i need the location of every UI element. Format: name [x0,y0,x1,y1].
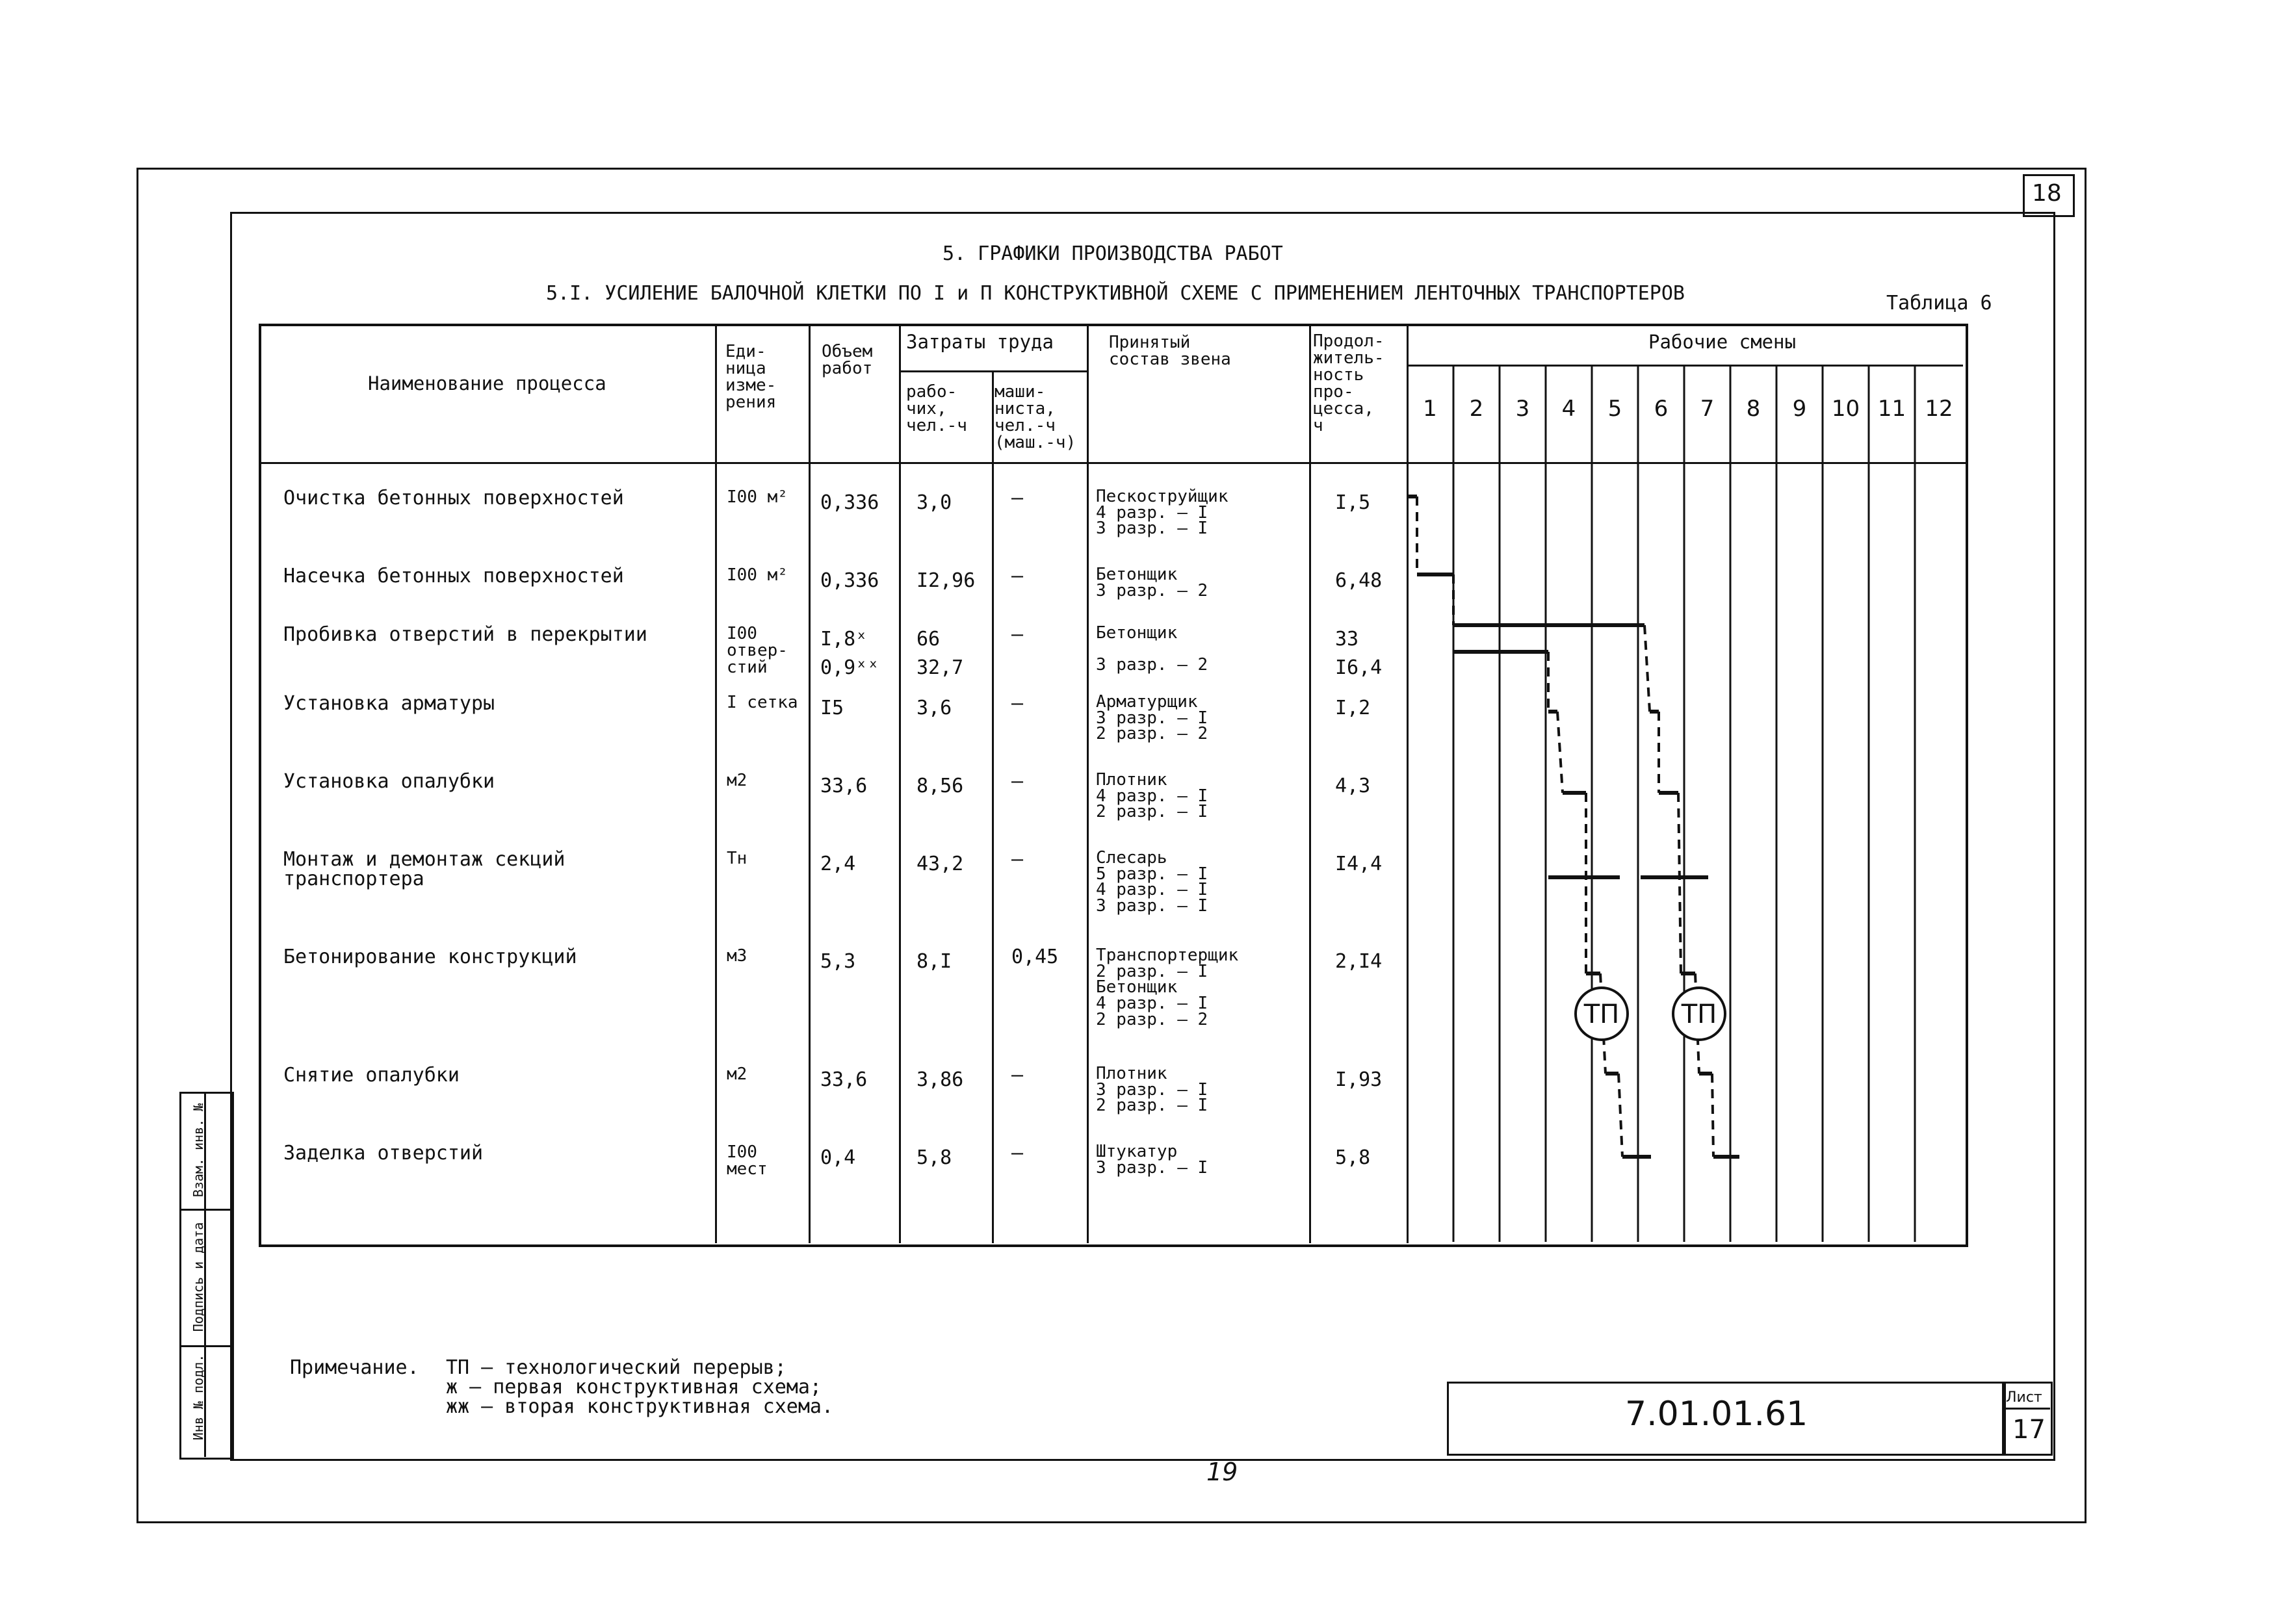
note-line-2: ж – первая конструктивная схема; [446,1376,822,1398]
day-number-12: 12 [1925,396,1953,422]
cell-labor-machinists: – [1011,692,1024,715]
cell-unit: I00 м² [727,565,788,585]
cell-duration: 2,I4 [1335,950,1383,973]
cell-labor-workers: 8,I [916,950,952,973]
cell-crew: Бетонщик 3 разр. – 2 [1096,565,1208,600]
page-number-top: 18 [2032,180,2062,207]
side-stamp-divider-2 [179,1345,231,1347]
cell-crew: Пескоструйщик 4 разр. – I 3 разр. – I [1096,487,1228,539]
cell-volume: 33,6 [820,1068,868,1091]
cell-unit: м3 [727,946,748,966]
cell-labor-workers: 8,56 [916,775,964,797]
header-labor: Затраты труда [906,331,1054,353]
day-number-4: 4 [1561,396,1576,422]
note-line-3: жж – вторая конструктивная схема. [446,1395,834,1418]
cell-labor-workers: I2,96 [916,569,976,592]
cell-duration: I,5 [1335,491,1371,514]
tp-label-1: ТП [1583,999,1620,1029]
cell-crew: Плотник 4 разр. – I 2 разр. – I [1096,770,1208,822]
day-number-6: 6 [1654,396,1669,422]
note-label: Примечание. [290,1356,419,1379]
cell-unit: I сетка [727,693,798,712]
side-stamp [179,1092,234,1460]
schedule-waiting-line [1712,1074,1713,1157]
cell-labor-machinists: – [1011,623,1024,646]
table-label: Таблица 6 [1886,292,1992,315]
cell-volume: I,8ˣ 0,9ˣˣ [820,628,879,679]
day-number-3: 3 [1515,396,1530,422]
cell-process-name: Монтаж и демонтаж секций транспортера [283,848,566,890]
header-machinists: маши- ниста, чел.-ч (маш.-ч) [994,382,1076,452]
cell-duration: I,93 [1335,1068,1383,1091]
cell-process-name: Заделка отверстий [283,1142,484,1165]
cell-labor-workers: 3,0 [916,491,952,514]
stamp-replaced-inv: Взам. инв. № [190,1103,206,1198]
cell-unit: I00 м² [727,487,788,507]
day-number-7: 7 [1700,396,1715,422]
cell-duration: 5,8 [1335,1146,1371,1169]
cell-labor-machinists: – [1011,848,1024,871]
cell-labor-workers: 66 32,7 [916,628,964,679]
cell-volume: 0,336 [820,569,879,592]
cell-volume: 33,6 [820,775,868,797]
day-number-2: 2 [1469,396,1484,422]
sheet-label: Лист [2006,1389,2042,1406]
cell-volume: I5 [820,697,844,719]
cell-unit: I00 мест [727,1142,768,1179]
cell-labor-workers: 5,8 [916,1146,952,1169]
document-code: 7.01.01.61 [1625,1395,1808,1434]
day-number-5: 5 [1607,396,1622,422]
schedule-waiting-line [1644,625,1650,712]
cell-unit: м2 [727,771,748,790]
cell-labor-machinists: – [1011,565,1024,587]
cell-crew: Бетонщик 3 разр. – 2 [1096,623,1208,675]
header-unit: Еди- ница изме- рения [725,342,777,412]
header-duration: Продол- житель- ность про- цесса, ч [1313,331,1384,435]
tp-label-2: ТП [1681,999,1717,1029]
cell-volume: 5,3 [820,950,856,973]
cell-duration: 6,48 [1335,569,1383,592]
cell-labor-workers: 3,6 [916,697,952,719]
schedule-waiting-line [1557,712,1563,793]
section-heading: 5. ГРАФИКИ ПРОИЗВОДСТВА РАБОТ [942,242,1283,265]
page-number-bottom: 19 [1206,1458,1238,1486]
day-number-9: 9 [1792,396,1807,422]
cell-labor-machinists: – [1011,770,1024,793]
cell-process-name: Установка опалубки [283,770,495,793]
day-number-8: 8 [1746,396,1761,422]
stamp-inv-number: Инв № подл. [190,1354,206,1441]
cell-crew: Арматурщик 3 разр. – I 2 разр. – 2 [1096,692,1208,744]
cell-unit: Тн [727,849,748,868]
cell-process-name: Установка арматуры [283,692,495,715]
header-crew: Принятый состав звена [1109,333,1231,369]
cell-process-name: Бетонирование конструкций [283,946,577,968]
stamp-signature-date: Подпись и дата [190,1222,206,1332]
day-number-10: 10 [1831,396,1860,422]
cell-labor-machinists: – [1011,1142,1024,1165]
cell-crew: Слесарь 5 разр. – I 4 разр. – I 3 разр. – I [1096,848,1208,916]
cell-labor-workers: 43,2 [916,853,964,875]
cell-volume: 0,4 [820,1146,856,1169]
cell-labor-machinists: – [1011,1064,1024,1087]
cell-labor-machinists: 0,45 [1011,946,1059,968]
section-subheading: 5.I. УСИЛЕНИЕ БАЛОЧНОЙ КЛЕТКИ ПО I и П КОНСТРУКТИВНОЙ СХЕМЕ С ПРИМЕНЕНИЕМ ЛЕНТОЧНЫХ ТРАНСПОРТЕРОВ [546,282,1685,305]
cell-process-name: Пробивка отверстий в перекрытии [283,623,647,646]
cell-crew: Транспортерщик 2 разр. – I Бетонщик 4 разр. – I 2 разр. – 2 [1096,946,1239,1029]
cell-crew: Плотник 3 разр. – I 2 разр. – I [1096,1064,1208,1116]
note-line-1: ТП – технологический перерыв; [446,1356,786,1379]
sheet-number: 17 [2012,1415,2046,1445]
header-shifts: Рабочие смены [1648,331,1796,353]
header-volume: Объем работ [822,342,873,378]
day-number-1: 1 [1423,396,1437,422]
cell-crew: Штукатур 3 разр. – I [1096,1142,1208,1178]
cell-unit: I00 отвер- стий [727,624,788,677]
cell-duration: 33 I6,4 [1335,628,1383,679]
cell-duration: I4,4 [1335,853,1383,875]
header-process: Наименование процесса [368,372,606,394]
header-workers: рабо- чих, чел.-ч [906,382,967,435]
schedule-waiting-line [1618,1074,1622,1157]
cell-volume: 0,336 [820,491,879,514]
cell-labor-machinists: – [1011,487,1024,509]
cell-labor-workers: 3,86 [916,1068,964,1091]
day-number-11: 11 [1877,396,1906,422]
cell-process-name: Снятие опалубки [283,1064,460,1087]
side-stamp-divider-1 [179,1209,231,1211]
cell-duration: 4,3 [1335,775,1371,797]
cell-duration: I,2 [1335,697,1371,719]
cell-process-name: Очистка бетонных поверхностей [283,487,624,509]
schedule-waiting-line [1678,793,1681,973]
sheet-box-divider [2002,1408,2050,1410]
cell-process-name: Насечка бетонных поверхностей [283,565,624,587]
cell-unit: м2 [727,1064,748,1084]
cell-volume: 2,4 [820,853,856,875]
